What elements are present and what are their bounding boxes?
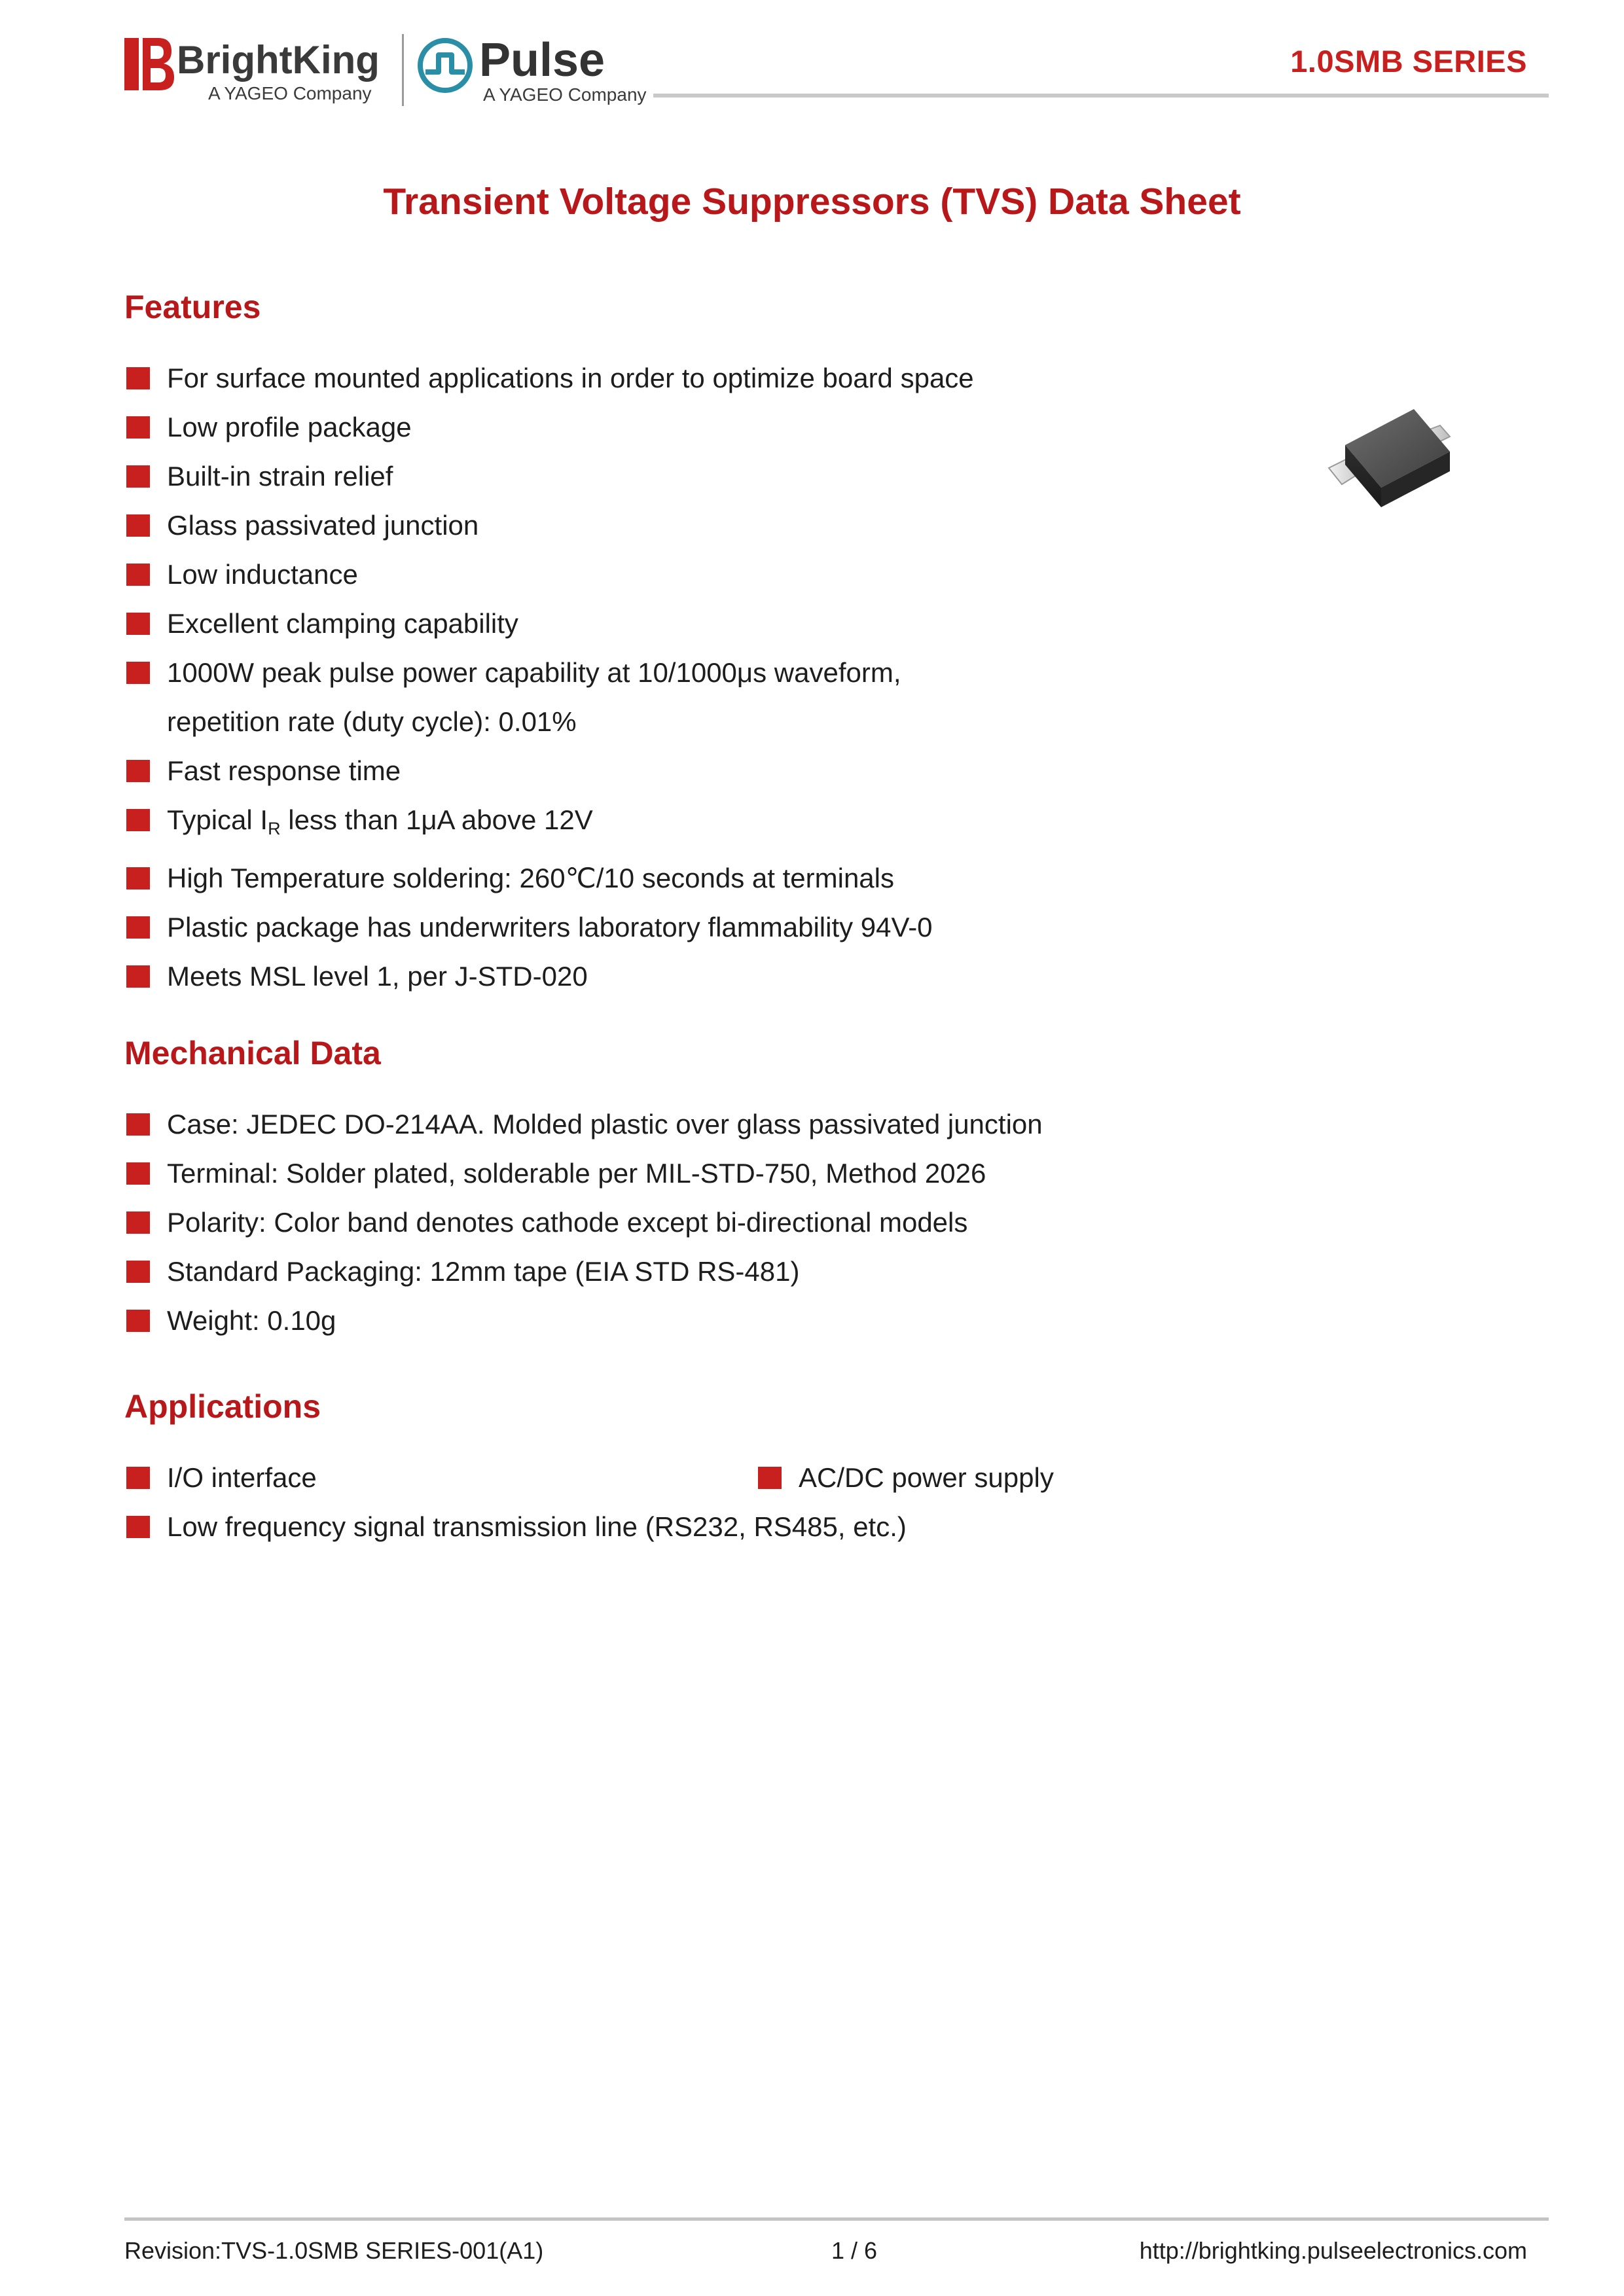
bullet-square-icon: [758, 1467, 782, 1489]
header-rule: [653, 94, 1549, 98]
features-heading: Features: [124, 289, 261, 325]
bullet-square-icon: [126, 760, 150, 782]
list-item: I/O interface: [124, 1453, 907, 1502]
footer-revision: Revision:TVS-1.0SMB SERIES-001(A1): [124, 2237, 544, 2264]
bullet-square-icon: [126, 1310, 150, 1332]
smb-package-image: [1316, 396, 1466, 527]
bullet-square-icon: [126, 662, 150, 684]
bullet-square-icon: [126, 416, 150, 439]
applications-heading: Applications: [124, 1388, 321, 1425]
pulse-logo: [416, 31, 652, 107]
bullet-square-icon: [126, 809, 150, 831]
pulse-wordmark: Pulse: [479, 34, 605, 86]
list-item-continuation: repetition rate (duty cycle): 0.01%: [167, 706, 577, 737]
brightking-logo: [124, 31, 393, 107]
pulse-subtitle: A YAGEO Company: [483, 84, 647, 105]
list-item: Low inductance: [124, 550, 974, 599]
list-item: Low frequency signal transmission line (RS232, RS485, etc.): [124, 1502, 907, 1551]
bullet-square-icon: [126, 1211, 150, 1234]
list-item: Low profile package: [124, 403, 974, 452]
list-item: Fast response time: [124, 746, 974, 795]
bullet-square-icon: [126, 1516, 150, 1538]
brightking-wordmark: BrightKing: [177, 38, 380, 82]
bullet-square-icon: [126, 1467, 150, 1489]
list-item: Typical IR less than 1μA above 12V: [124, 795, 974, 853]
mechanical-list: [124, 1100, 1043, 1345]
series-title: 1.0SMB SERIES: [1290, 44, 1527, 79]
footer-rule: [124, 2217, 1549, 2221]
bullet-square-icon: [126, 1261, 150, 1283]
page-header: [0, 0, 1624, 131]
list-item: For surface mounted applications in order to optimize board space: [124, 353, 974, 403]
document-title: Transient Voltage Suppressors (TVS) Data Sheet: [383, 181, 1241, 223]
bullet-square-icon: [126, 367, 150, 389]
bullet-square-icon: [126, 1162, 150, 1185]
bullet-square-icon: [126, 965, 150, 988]
list-item: AC/DC power supply: [756, 1453, 1054, 1502]
list-item: Weight: 0.10g: [124, 1296, 1043, 1345]
bullet-square-icon: [126, 564, 150, 586]
bullet-square-icon: [126, 916, 150, 939]
list-item: Built-in strain relief: [124, 452, 974, 501]
bullet-square-icon: [126, 867, 150, 889]
bullet-square-icon: [126, 1113, 150, 1136]
list-item: High Temperature soldering: 260℃/10 seconds at terminals: [124, 853, 974, 903]
list-item: Meets MSL level 1, per J-STD-020: [124, 952, 974, 1001]
list-item: Plastic package has underwriters laboratory flammability 94V-0: [124, 903, 974, 952]
list-item: Terminal: Solder plated, solderable per MIL-STD-750, Method 2026: [124, 1149, 1043, 1198]
list-item: Excellent clamping capability: [124, 599, 974, 648]
list-item: Standard Packaging: 12mm tape (EIA STD RS-481): [124, 1247, 1043, 1296]
bullet-square-icon: [126, 465, 150, 488]
bullet-square-icon: [126, 514, 150, 537]
features-list: [124, 353, 974, 1001]
list-item: Glass passivated junction: [124, 501, 974, 550]
applications-list-col2: [756, 1453, 1054, 1502]
list-item: Polarity: Color band denotes cathode except bi-directional models: [124, 1198, 1043, 1247]
list-item: 1000W peak pulse power capability at 10/1000μs waveform,: [124, 648, 974, 697]
footer-url[interactable]: http://brightking.pulseelectronics.com: [1139, 2237, 1527, 2264]
brightking-subtitle: A YAGEO Company: [208, 83, 372, 103]
logo-divider: [402, 34, 404, 106]
footer-page-number: 1 / 6: [831, 2237, 878, 2264]
list-item: Case: JEDEC DO-214AA. Molded plastic over glass passivated junction: [124, 1100, 1043, 1149]
mechanical-heading: Mechanical Data: [124, 1035, 381, 1071]
bullet-square-icon: [126, 613, 150, 635]
